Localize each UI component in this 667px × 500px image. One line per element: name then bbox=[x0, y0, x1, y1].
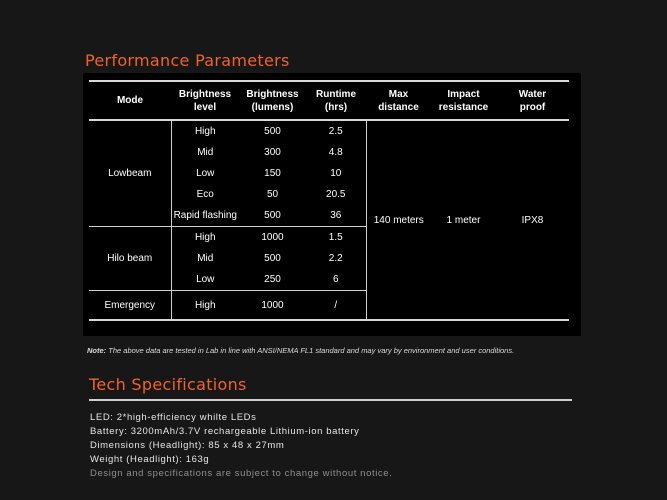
runtime-cell: 20.5 bbox=[326, 189, 346, 200]
performance-table-panel bbox=[83, 73, 581, 336]
tech-specifications-title: Tech Specifications bbox=[89, 375, 247, 394]
max-distance-value: 140 meters bbox=[366, 120, 431, 320]
spec-weight: Weight (Headlight): 163g bbox=[90, 454, 210, 465]
brightness-level-cell: Low bbox=[196, 274, 215, 285]
impact-resistance-value: 1 meter bbox=[431, 120, 496, 320]
tech-divider bbox=[89, 399, 572, 401]
header-impact-resistance: Impact resistance bbox=[438, 88, 489, 113]
mode-hilo-beam: Hilo beam bbox=[89, 227, 171, 291]
note-text: The above data are tested in Lab in line with ANSI/NEMA FL1 standard and may vary by environment and user conditions. bbox=[108, 346, 515, 355]
lumens-cell: 250 bbox=[264, 274, 281, 285]
header-waterproof: Water proof bbox=[518, 88, 547, 113]
brightness-level-cell: High bbox=[171, 227, 239, 249]
brightness-level-cell: High bbox=[171, 120, 239, 142]
runtime-cell: 1.5 bbox=[306, 227, 366, 249]
runtime-cell: 4.8 bbox=[328, 147, 343, 158]
mode-emergency: Emergency bbox=[89, 291, 171, 321]
runtime-cell: 10 bbox=[330, 168, 342, 179]
lumens-cell: 50 bbox=[266, 189, 279, 200]
table-row bbox=[89, 120, 569, 142]
spec-list bbox=[90, 411, 392, 481]
brightness-level-cell: Low bbox=[196, 168, 215, 179]
header-runtime: Runtime (hrs) bbox=[316, 88, 356, 113]
header-brightness-lumens: Brightness (lumens) bbox=[246, 88, 299, 113]
test-note bbox=[87, 346, 514, 355]
header-max-distance: Max distance bbox=[378, 88, 419, 113]
lumens-cell: 500 bbox=[264, 210, 281, 221]
brightness-level-cell: High bbox=[171, 291, 239, 321]
header-mode: Mode bbox=[116, 95, 144, 106]
spec-disclaimer: Design and specifications are subject to change without notice. bbox=[90, 468, 393, 479]
runtime-cell: 2.2 bbox=[328, 253, 343, 264]
performance-table bbox=[89, 80, 569, 321]
brightness-level-cell: Rapid flashing bbox=[173, 210, 237, 221]
brightness-level-cell: Eco bbox=[196, 189, 214, 200]
lumens-cell: 300 bbox=[264, 147, 281, 158]
note-label: Note: bbox=[87, 346, 107, 355]
lumens-cell: 1000 bbox=[239, 291, 306, 321]
brightness-level-cell: Mid bbox=[197, 253, 214, 264]
lumens-cell: 500 bbox=[239, 120, 306, 142]
runtime-cell: 6 bbox=[332, 274, 339, 285]
waterproof-value: IPX8 bbox=[496, 120, 569, 320]
header-brightness-level: Brightness level bbox=[178, 88, 232, 113]
spec-battery: Battery: 3200mAh/3.7V rechargeable Lithium-ion battery bbox=[90, 426, 360, 437]
spec-dimensions: Dimensions (Headlight): 85 x 48 x 27mm bbox=[90, 440, 285, 451]
lumens-cell: 150 bbox=[264, 168, 281, 179]
spec-led: LED: 2*high-efficiency whilte LEDs bbox=[90, 412, 257, 423]
lumens-cell: 1000 bbox=[239, 227, 306, 249]
runtime-cell: / bbox=[306, 291, 366, 321]
performance-parameters-title: Performance Parameters bbox=[85, 51, 290, 70]
runtime-cell: 36 bbox=[330, 210, 342, 221]
table-header-row bbox=[89, 81, 569, 120]
lumens-cell: 500 bbox=[264, 253, 281, 264]
runtime-cell: 2.5 bbox=[306, 120, 366, 142]
brightness-level-cell: Mid bbox=[197, 147, 214, 158]
mode-lowbeam: Lowbeam bbox=[89, 120, 171, 227]
